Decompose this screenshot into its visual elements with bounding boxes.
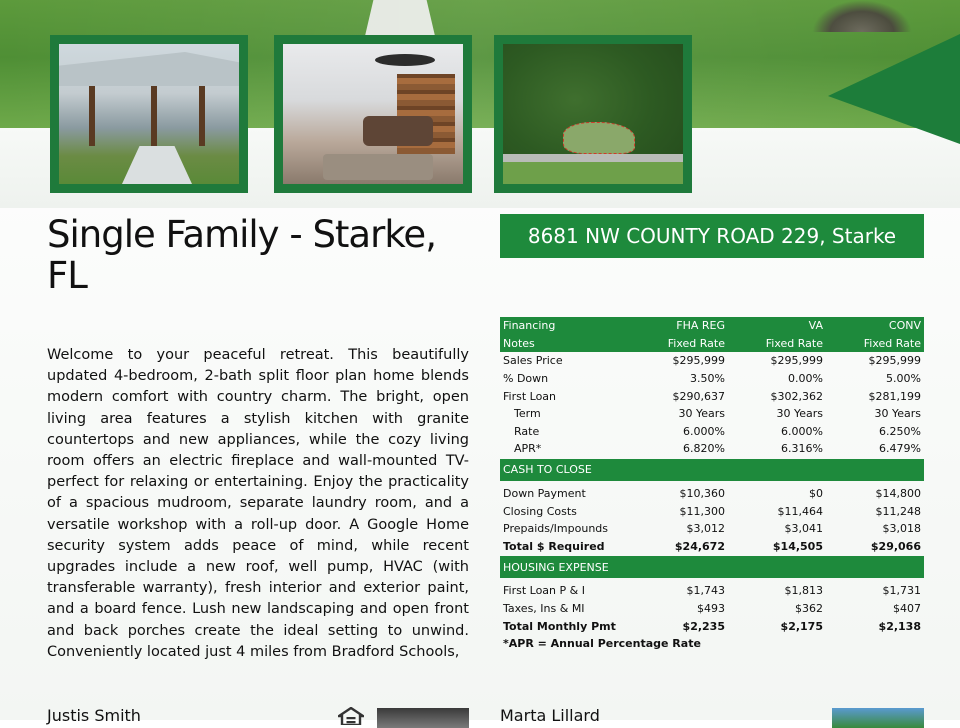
table-header-row: Notes Fixed Rate Fixed Rate Fixed Rate [500, 335, 924, 353]
table-row: Down Payment $10,360 $0 $14,800 [503, 487, 921, 501]
section-header-cash-to-close: CASH TO CLOSE [500, 459, 924, 481]
photo-front-porch[interactable] [50, 35, 248, 193]
table-row: Prepaids/Impounds $3,012 $3,041 $3,018 [503, 522, 921, 536]
table-row: First Loan P & I $1,743 $1,813 $1,731 [503, 584, 921, 598]
agent-name-left: Justis Smith [47, 706, 141, 725]
table-row: First Loan $290,637 $302,362 $281,199 [503, 389, 921, 403]
table-row: APR* 6.820% 6.316% 6.479% [514, 442, 921, 456]
table-row: Closing Costs $11,300 $11,464 $11,248 [503, 504, 921, 518]
photo-aerial-lot[interactable] [494, 35, 692, 193]
table-row: Term 30 Years 30 Years 30 Years [514, 407, 921, 421]
table-row: Sales Price $295,999 $295,999 $295,999 [503, 354, 921, 368]
apr-footnote: *APR = Annual Percentage Rate [503, 636, 701, 650]
listing-title: Single Family - Starke, FL [47, 213, 436, 297]
total-row: Total Monthly Pmt $2,235 $2,175 $2,138 [503, 619, 921, 633]
photo-living-room[interactable] [274, 35, 472, 193]
table-row: Rate 6.000% 6.000% 6.250% [514, 424, 921, 438]
table-header-row: Financing FHA REG VA CONV [500, 317, 924, 335]
financing-table [500, 317, 924, 652]
total-row: Total $ Required $24,672 $14,505 $29,066 [503, 539, 921, 553]
agent-name-right: Marta Lillard [500, 706, 600, 725]
table-row: Taxes, Ins & MI $493 $362 $407 [503, 602, 921, 616]
equal-housing-icon [338, 707, 364, 725]
agent-photo-right[interactable] [832, 708, 924, 728]
table-row: % Down 3.50% 0.00% 5.00% [503, 372, 921, 386]
section-header-housing-expense: HOUSING EXPENSE [500, 556, 924, 578]
listing-description: Welcome to your peaceful retreat. This beautifully updated 4-bedroom, 2-bath split floor plan home blends modern comfort with country charm. The bright, open living area features a stylish kitchen with granite countertops and new appliances, while the cozy living room offers an electric fireplace and wall-mounted TV- perfect for relaxing or entertaining. Enjoy the practicality of a spacious mudroom, separate laundry room, and a versatile workshop with a roll-up door. A Google Home security system adds peace of mind, while recent upgrades include a new roof, well pump, HVAC (with transferable warranty), fresh interior and exterior paint, and a board fence. Lush new landscaping and open front and back porches create the ideal setting to unwind. Conveniently located just 4 miles from Bradford Schools, [47, 347, 469, 660]
agent-photo-left[interactable] [377, 708, 469, 728]
listing-address-banner: 8681 NW COUNTY ROAD 229, Starke [500, 214, 924, 258]
